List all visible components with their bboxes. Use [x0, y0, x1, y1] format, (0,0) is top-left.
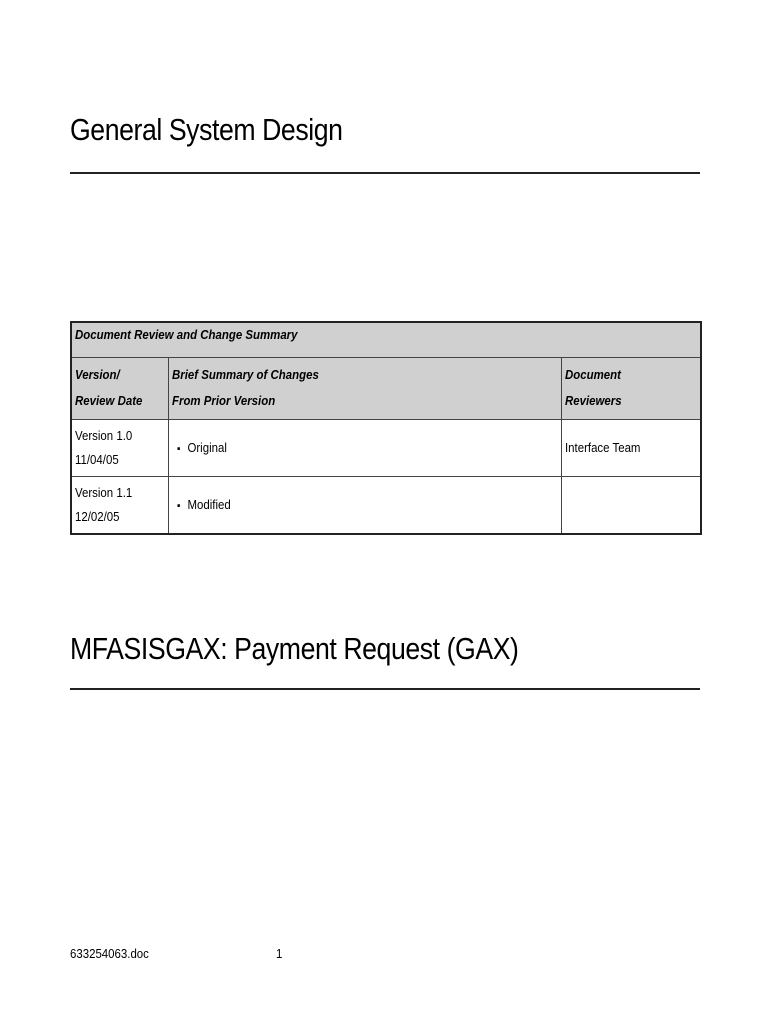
section-rule — [70, 688, 700, 690]
summary-cell: ▪ Original — [169, 420, 562, 477]
footer-filename: 633254063.doc — [70, 946, 149, 961]
footer-page-number: 1 — [276, 946, 283, 961]
reviewers-cell: Interface Team — [562, 420, 702, 477]
table-caption-row — [71, 322, 701, 358]
column-header-row — [71, 358, 701, 420]
version-cell: Version 1.0 11/04/05 — [71, 420, 169, 477]
title-rule — [70, 172, 700, 174]
document-review-table — [70, 321, 702, 535]
column-header-version: Version/ Review Date — [71, 358, 169, 420]
section-title: MFASISGAX: Payment Request (GAX) — [70, 631, 519, 666]
column-header-summary: Brief Summary of Changes From Prior Version — [169, 358, 562, 420]
page-title: General System Design — [70, 112, 343, 147]
table-row — [71, 477, 701, 535]
column-header-reviewers: Document Reviewers — [562, 358, 702, 420]
table-caption: Document Review and Change Summary — [71, 322, 701, 358]
reviewers-cell — [562, 477, 702, 535]
table-row — [71, 420, 701, 477]
summary-cell: ▪ Modified — [169, 477, 562, 535]
version-cell: Version 1.1 12/02/05 — [71, 477, 169, 535]
